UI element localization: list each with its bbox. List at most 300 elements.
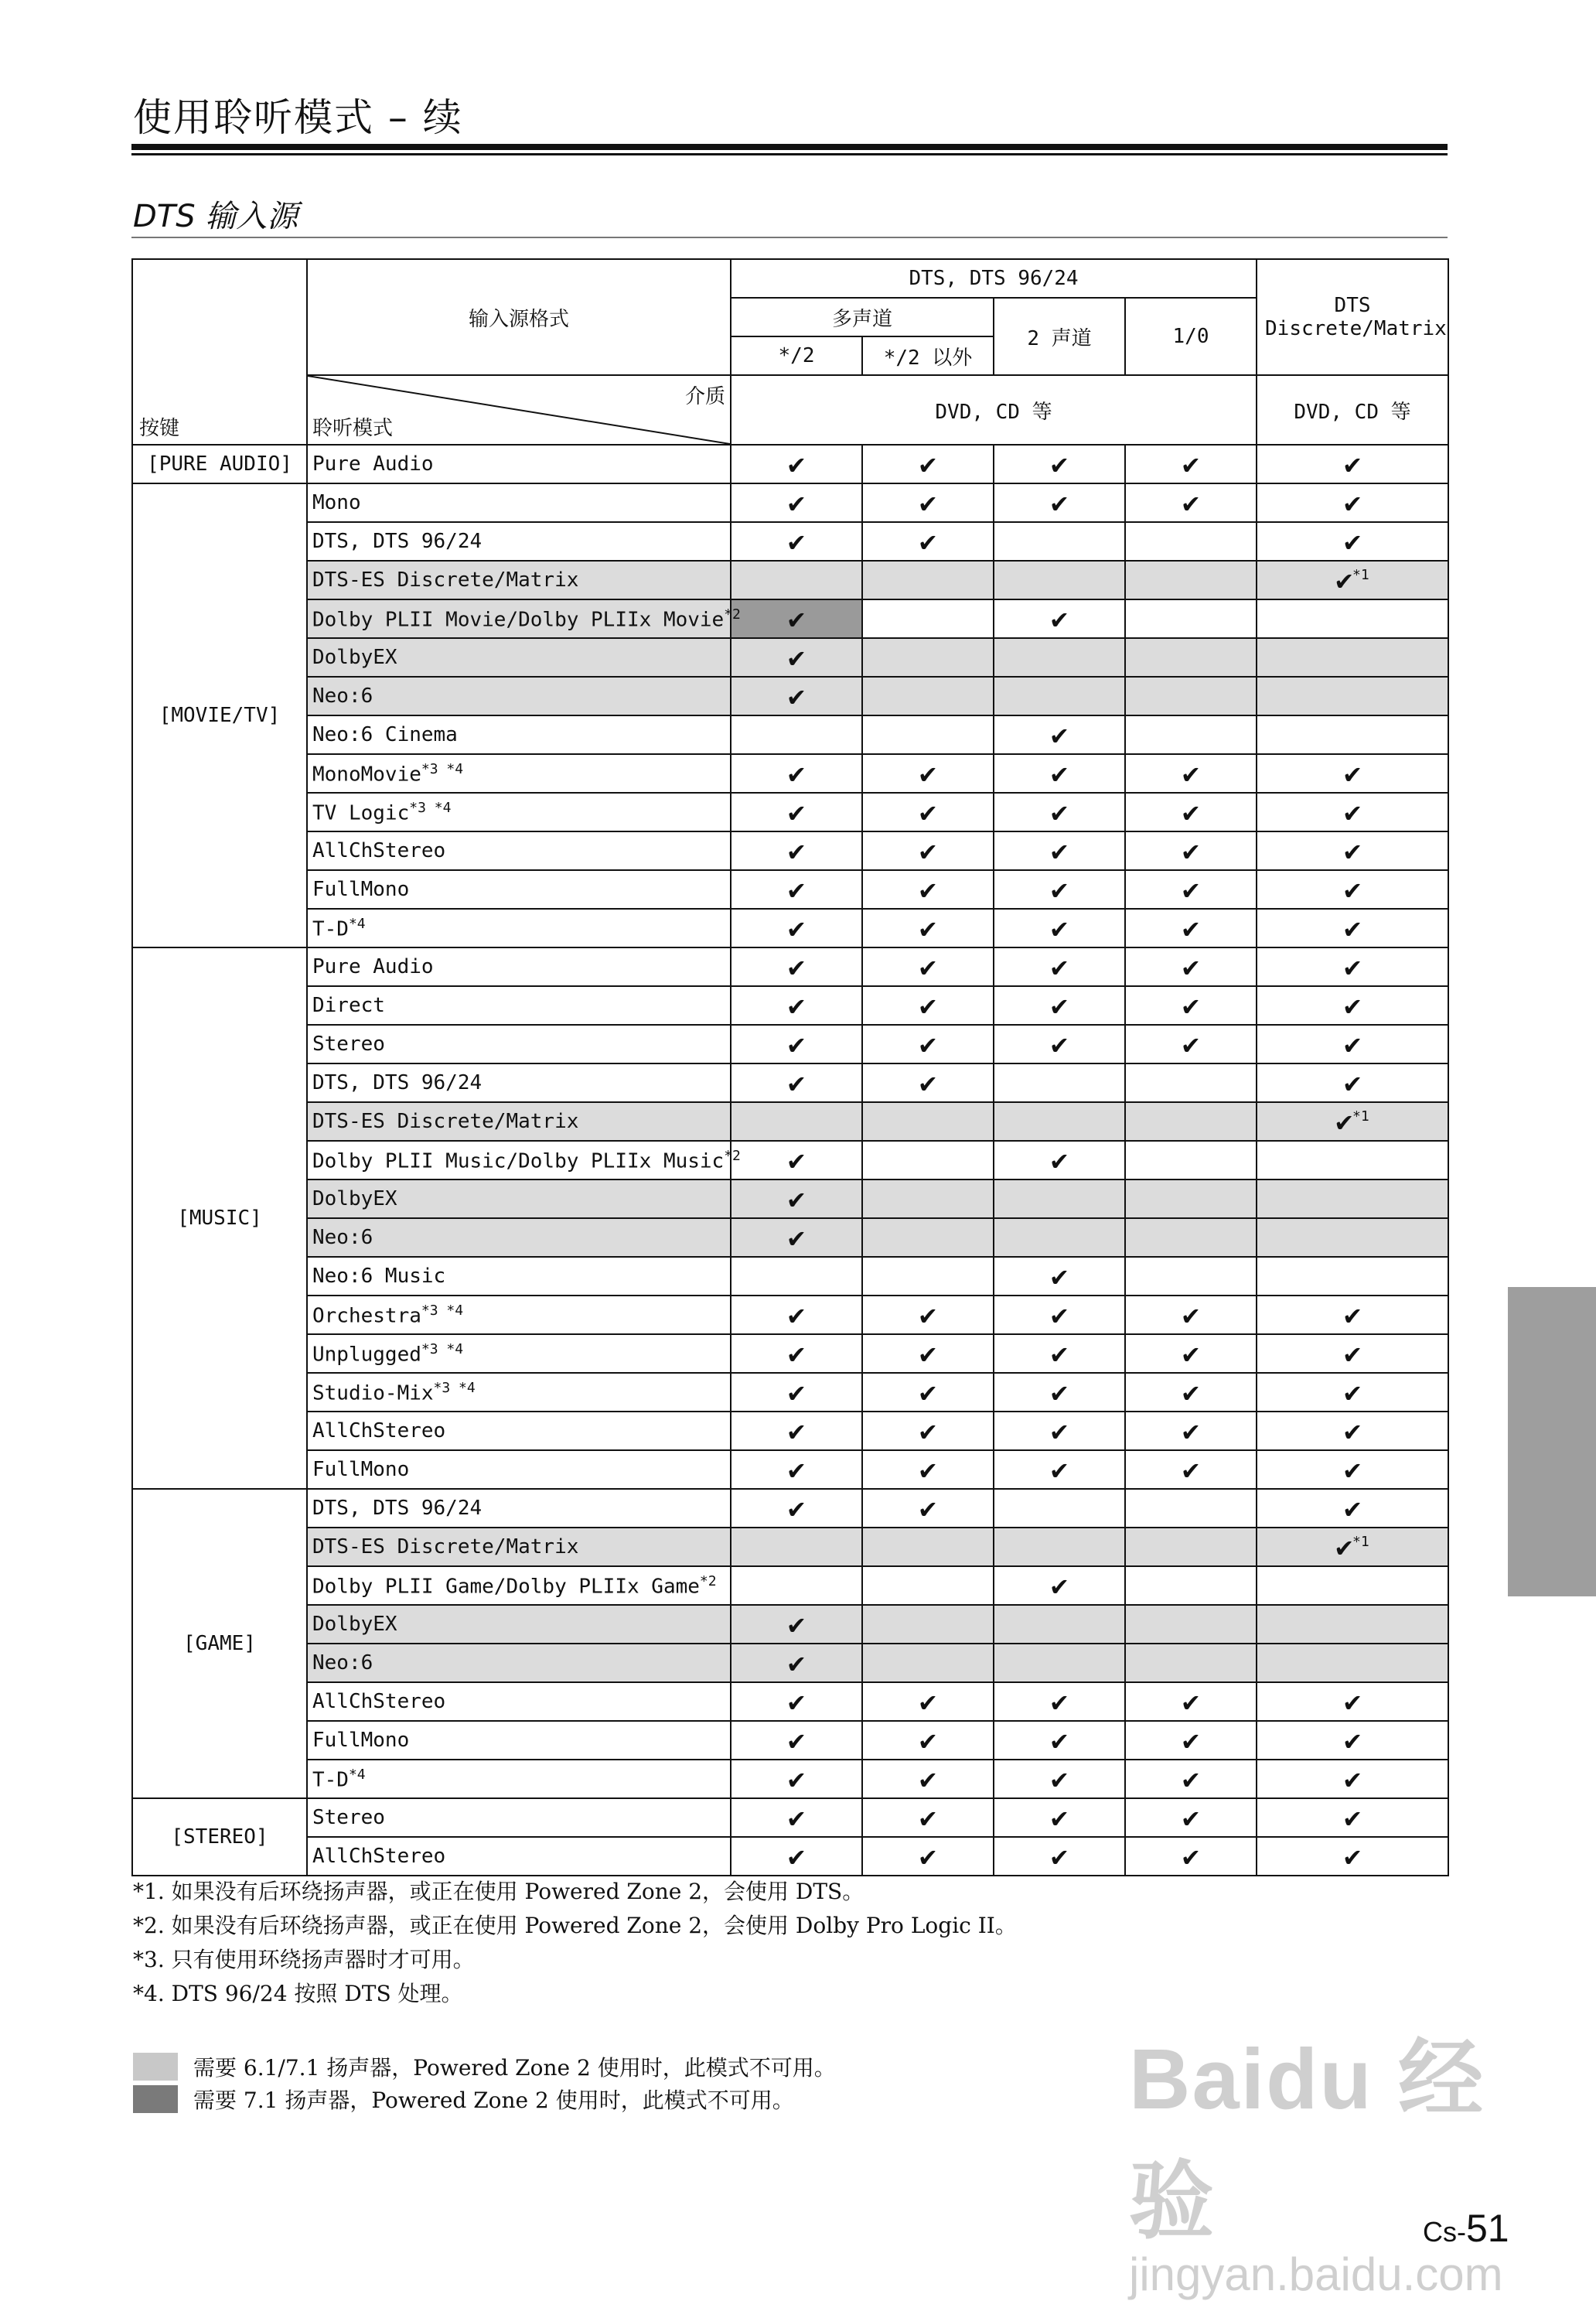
mode-label: Dolby PLII Music/Dolby PLIIx Music [312,1149,725,1173]
check-mark: ✔ [919,1376,936,1408]
check-cell [862,793,994,831]
multichannel-label: 多声道 [831,307,892,331]
check-mark: ✔ [1344,1337,1361,1370]
check-cell [1125,1528,1257,1566]
table-row [132,1682,1448,1721]
check-cell [994,1644,1125,1682]
check-mark: ✔ [1344,1415,1361,1447]
table-row [132,1063,1448,1102]
check-cell [1125,1798,1257,1837]
check-mark: ✔ [1051,1376,1068,1408]
check-cell [862,715,994,754]
check-cell [994,1063,1125,1102]
check-mark: ✔ [1335,564,1353,596]
mode-label: Pure Audio [312,955,434,978]
check-mark: ✔ [1335,1531,1353,1563]
check-mark: ✔ [788,1492,805,1524]
check-cell [1125,1489,1257,1528]
check-mark: ✔ [919,525,936,558]
check-mark: ✔ [788,1415,805,1447]
mode-cell [307,715,731,754]
check-cell [862,1334,994,1373]
check-cell [994,1721,1125,1760]
check-cell [1125,677,1257,715]
check-cell [1125,754,1257,793]
c10-label: 1/0 [1172,325,1209,348]
mode-label: AllChStereo [312,1419,446,1442]
check-mark: ✔ [1051,835,1068,867]
check-cell [862,1063,994,1102]
check-cell [862,1257,994,1296]
check-cell [994,1528,1125,1566]
check-cell [994,1257,1125,1296]
check-cell [1257,1334,1448,1373]
check-cell [731,483,862,522]
check-mark: ✔ [788,1647,805,1679]
table-row [132,831,1448,870]
table-row [132,677,1448,715]
check-mark: ✔ [1344,525,1361,558]
mode-label: Neo:6 [312,1651,373,1675]
mode-footnote-ref: *3 *4 [409,799,452,816]
mode-label: Neo:6 [312,1226,373,1249]
check-mark: ✔ [919,796,936,828]
mode-label: DTS-ES Discrete/Matrix [312,1110,579,1133]
check-cell [994,1141,1125,1180]
check-cell [862,1025,994,1063]
check-cell [994,1296,1125,1334]
check-mark: ✔ [1051,1299,1068,1331]
mode-cell [307,793,731,831]
check-cell [1125,870,1257,909]
mode-cell [307,1566,731,1605]
mode-label: Unplugged [312,1343,421,1367]
check-mark: ✔ [1051,1569,1068,1602]
check-cell [1125,1412,1257,1450]
check-cell [1257,1373,1448,1412]
check-mark: ✔ [919,1337,936,1370]
check-mark: ✔ [1051,1685,1068,1718]
check-cell [1257,1063,1448,1102]
check-cell [1257,1102,1448,1141]
footnote: *4. DTS 96/24 按照 DTS 处理。 [133,1981,463,2006]
check-mark: ✔ [1182,448,1199,480]
dvd-medium-cell [731,375,1257,445]
footnote: *3. 只有使用环绕扬声器时才可用。 [133,1947,475,1972]
check-mark: ✔ [788,1840,805,1873]
check-cell [994,1605,1125,1644]
check-cell [1257,1798,1448,1837]
mode-cell [307,1296,731,1334]
page-title: 使用聆听模式 – 续 [133,95,463,140]
check-mark: ✔ [919,1415,936,1447]
mode-label: T-D [312,917,349,941]
check-mark: ✔ [788,1221,805,1254]
check-cell [862,1760,994,1798]
check-cell [1125,1180,1257,1218]
mode-label: MonoMovie [312,763,421,787]
footnote: *2. 如果没有后环绕扬声器，或正在使用 Powered Zone 2，会使用 Dolby Pro Logic II。 [133,1913,1017,1938]
check-mark: ✔ [788,1685,805,1718]
check-cell [994,1412,1125,1450]
check-cell [731,986,862,1025]
check-mark: ✔ [1344,1028,1361,1060]
check-mark: ✔ [919,951,936,983]
table-row [132,1566,1448,1605]
check-mark: ✔ [1182,873,1199,906]
mode-label: Stereo [312,1033,385,1056]
check-cell [994,754,1125,793]
check-cell [731,1566,862,1605]
key-cell [132,1489,307,1798]
mode-label: DolbyEX [312,1613,397,1636]
mode-label: Studio-Mix [312,1381,434,1405]
check-mark: ✔ [788,641,805,674]
legend-item [133,2051,836,2082]
check-cell [862,986,994,1025]
check-mark: ✔ [919,1801,936,1834]
check-mark: ✔ [1344,1801,1361,1834]
mode-cell [307,1063,731,1102]
check-mark: ✔ [919,757,936,790]
mode-label: DTS, DTS 96/24 [312,1497,483,1520]
check-mark: ✔ [1344,1299,1361,1331]
side-tab [1508,1287,1596,1596]
check-cell [1125,1218,1257,1257]
check-cell [862,1721,994,1760]
check-cell [1125,1063,1257,1102]
check-cell [1257,599,1448,638]
table-row [132,1296,1448,1334]
check-mark: ✔ [1182,1763,1199,1795]
mode-label: Neo:6 Cinema [312,723,458,746]
check-cell [862,1296,994,1334]
check-cell [1257,1141,1448,1180]
check-cell [1257,561,1448,599]
mode-footnote-ref: *3 *4 [421,1340,464,1357]
check-mark: ✔ [788,1376,805,1408]
check-cell [994,1489,1125,1528]
check-cell [1125,1644,1257,1682]
check-cell [994,1450,1125,1489]
check-cell [862,1450,994,1489]
check-mark: ✔ [1182,1028,1199,1060]
mode-footnote-ref: *3 *4 [433,1379,476,1396]
check-mark: ✔ [788,525,805,558]
check-mark: ✔ [788,680,805,712]
check-cell [994,561,1125,599]
mode-cell [307,1489,731,1528]
check-mark: ✔ [1182,1337,1199,1370]
title-rule [131,144,1448,150]
key-label: [GAME] [183,1632,256,1655]
mode-cell [307,1141,741,1180]
check-mark: ✔ [1335,1105,1353,1138]
table-row [132,1218,1448,1257]
mode-cell [307,445,731,483]
mode-cell [307,599,741,638]
check-mark: ✔ [1051,951,1068,983]
mode-label: Neo:6 Music [312,1265,446,1288]
check-cell [994,1566,1125,1605]
table-row [132,1102,1448,1141]
check-cell [1257,677,1448,715]
check-cell [1257,831,1448,870]
mode-cell [307,1412,731,1450]
medium-mode-header [307,375,731,445]
check-cell [731,1682,862,1721]
check-cell [731,1760,862,1798]
check-cell [1257,1489,1448,1528]
check-cell [994,1798,1125,1837]
mode-label: DolbyEX [312,646,397,669]
table-row [132,909,1448,947]
check-mark: ✔ [1182,1415,1199,1447]
check-mark: ✔ [1182,989,1199,1022]
check-cell [994,947,1125,986]
mode-footnote-ref: *2 [724,1147,741,1164]
table-row [132,1412,1448,1450]
check-mark: ✔ [788,912,805,944]
check-mark: ✔ [788,1801,805,1834]
check-cell [862,1605,994,1644]
check-cell [862,1682,994,1721]
check-cell [1257,1257,1448,1296]
check-mark: ✔ [1344,1453,1361,1486]
check-mark: ✔ [1051,1144,1068,1176]
check-cell [1257,986,1448,1025]
check-cell [1257,715,1448,754]
check-cell [994,1334,1125,1373]
key-cell [132,1798,307,1876]
dvd-medium-cell-2 [1257,375,1448,445]
check-cell [1125,986,1257,1025]
mode-label: Pure Audio [312,452,434,476]
check-mark: ✔ [919,1685,936,1718]
check-cell [731,677,862,715]
check-cell [994,1102,1125,1141]
check-cell [731,1141,862,1180]
key-label: [MOVIE/TV] [159,704,281,727]
check-footnote-ref: *1 [1352,1533,1369,1550]
check-cell [731,1334,862,1373]
mode-cell [307,1180,731,1218]
mode-cell [307,1334,731,1373]
mode-label: Orchestra [312,1304,421,1328]
check-cell [1125,1025,1257,1063]
check-cell [1125,831,1257,870]
check-cell [1125,1450,1257,1489]
check-mark: ✔ [788,1144,805,1176]
check-cell [731,561,862,599]
check-mark: ✔ [1051,486,1068,519]
table-row [132,483,1448,522]
table-row [132,599,1448,638]
mode-cell [307,870,731,909]
multichannel-header [731,298,994,336]
check-cell [994,986,1125,1025]
check-cell [1257,754,1448,793]
check-mark: ✔ [1344,951,1361,983]
check-cell [1257,793,1448,831]
check-mark: ✔ [919,1299,936,1331]
check-cell [1257,870,1448,909]
check-mark: ✔ [1051,448,1068,480]
check-cell [1125,483,1257,522]
check-mark: ✔ [919,1492,936,1524]
check-cell [1125,715,1257,754]
check-cell [1125,1721,1257,1760]
table-row [132,1721,1448,1760]
mode-label: Neo:6 [312,684,373,708]
check-mark: ✔ [919,448,936,480]
mode-cell [307,1644,731,1682]
mode-footnote-ref: *3 *4 [421,760,464,777]
medium-label: 介质 [684,385,725,408]
check-mark: ✔ [1182,1801,1199,1834]
mode-label: DolbyEX [312,1187,397,1210]
table-row [132,1257,1448,1296]
check-cell [862,1180,994,1218]
check-mark: ✔ [788,989,805,1022]
check-mark: ✔ [1344,1492,1361,1524]
mode-cell [307,754,731,793]
key-header-cell [132,259,307,445]
check-cell [1125,1257,1257,1296]
page-number [1423,2206,1509,2251]
check-cell [862,1373,994,1412]
mode-footnote-ref: *2 [699,1572,717,1589]
check-mark: ✔ [1182,796,1199,828]
mode-cell [307,677,731,715]
section-title: DTS 输入源 [133,199,298,234]
check-cell [1125,1296,1257,1334]
c10-header [1125,298,1257,375]
stereo2-header [994,298,1125,375]
check-cell [731,599,862,638]
check-mark: ✔ [788,1337,805,1370]
check-mark: ✔ [788,757,805,790]
table-row [132,754,1448,793]
listening-mode-table [131,258,1449,1876]
check-mark: ✔ [1344,448,1361,480]
mode-cell [307,1102,731,1141]
check-cell [1125,1605,1257,1644]
check-cell [1125,1102,1257,1141]
mode-footnote-ref: *2 [724,606,741,623]
input-format-header [307,259,731,375]
mode-cell [307,522,731,561]
check-cell [731,1644,862,1682]
mode-cell [307,561,731,599]
mode-footnote-ref: *4 [348,1766,366,1783]
table-row [132,1141,1448,1180]
key-label: [MUSIC] [177,1207,262,1230]
legend-swatch-light [133,2053,178,2081]
check-mark: ✔ [1344,486,1361,519]
check-cell [731,1296,862,1334]
dts-group-label: DTS, DTS 96/24 [909,267,1079,290]
check-mark: ✔ [788,873,805,906]
check-cell [862,1528,994,1566]
check-mark: ✔ [919,989,936,1022]
mode-label: FullMono [312,878,410,901]
shade-legend [133,2051,836,2116]
mode-cell [307,1257,731,1296]
check-mark: ✔ [788,486,805,519]
check-mark: ✔ [788,1299,805,1331]
mode-cell [307,1682,731,1721]
mode-cell [307,1373,731,1412]
mode-label: AllChStereo [312,839,446,862]
check-cell [994,599,1125,638]
table-row [132,1334,1448,1373]
check-cell [994,522,1125,561]
discrete-header [1257,259,1448,375]
check-mark: ✔ [1051,1763,1068,1795]
check-cell [1257,522,1448,561]
check-cell [1257,638,1448,677]
check-cell [1125,522,1257,561]
check-cell [731,1025,862,1063]
check-cell [862,1218,994,1257]
check-mark: ✔ [1051,1260,1068,1292]
check-mark: ✔ [1051,989,1068,1022]
table-row [132,638,1448,677]
title-rule-thin [131,153,1448,155]
check-mark: ✔ [919,1763,936,1795]
check-footnote-ref: *1 [1352,566,1369,583]
check-cell [731,522,862,561]
mode-label: DTS, DTS 96/24 [312,1071,483,1094]
check-cell [1257,1721,1448,1760]
mode-label: Stereo [312,1806,385,1829]
check-cell [731,947,862,986]
check-cell [994,1373,1125,1412]
check-mark: ✔ [919,1028,936,1060]
check-mark: ✔ [1051,1453,1068,1486]
mode-label: AllChStereo [312,1845,446,1868]
table-row [132,1760,1448,1798]
check-cell [994,909,1125,947]
check-cell [731,1257,862,1296]
check-mark: ✔ [1344,1724,1361,1756]
check-cell [862,754,994,793]
check-mark: ✔ [788,1763,805,1795]
table-row [132,1373,1448,1412]
mode-label: T-D [312,1768,349,1792]
check-mark: ✔ [788,951,805,983]
table-row [132,1180,1448,1218]
check-mark: ✔ [1182,951,1199,983]
check-cell [862,677,994,715]
check-mark: ✔ [1344,1376,1361,1408]
check-mark: ✔ [1182,1453,1199,1486]
mode-label: Direct [312,994,385,1017]
table-row [132,1528,1448,1566]
check-cell [1257,1837,1448,1876]
check-mark: ✔ [788,1067,805,1099]
check-mark: ✔ [788,448,805,480]
table-row [132,947,1448,986]
check-cell [1125,1760,1257,1798]
check-mark: ✔ [1182,1840,1199,1873]
dvd-medium-label: DVD, CD 等 [935,400,1052,424]
stereo2-label: 2 声道 [1027,326,1092,350]
mode-cell [307,1798,731,1837]
check-mark: ✔ [788,1453,805,1486]
check-footnote-ref: *1 [1352,1108,1369,1125]
